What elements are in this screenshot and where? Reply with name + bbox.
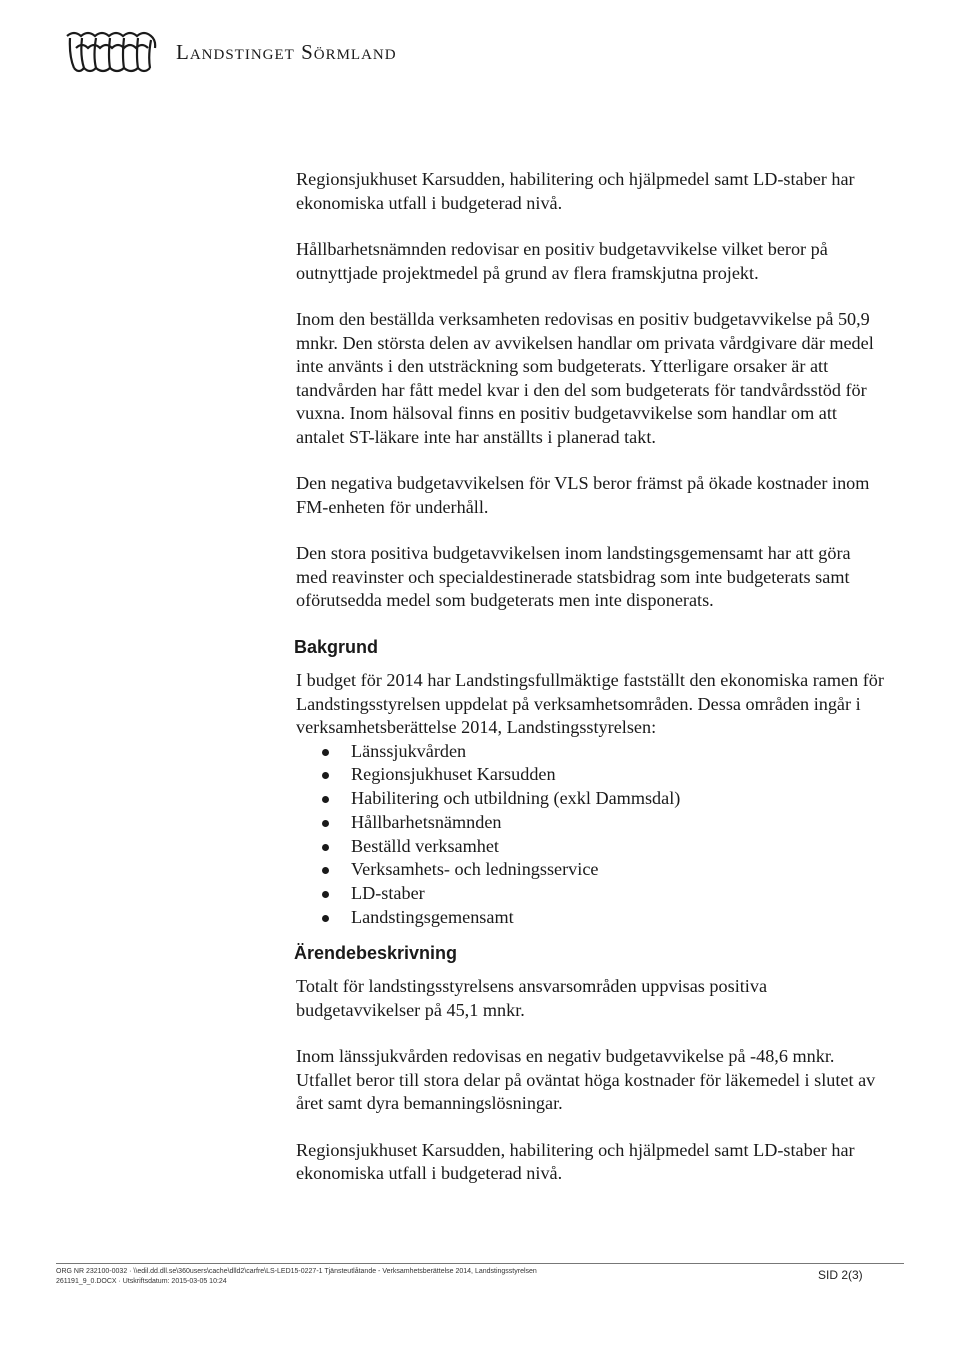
footer-line-2: 261191_9_0.DOCX · Utskriftsdatum: 2015-03-05 10:24 — [56, 1278, 227, 1285]
list-item: Verksamhets- och ledningsservice — [351, 858, 886, 882]
list-item: Länssjukvården — [351, 740, 886, 764]
paragraph-bestalld-verksamhet: Inom den beställda verksamheten redovisas en positiv budgetavvikelse på 50,9 mnkr. Den största delen av avvikelsen handlar om privata vårdgivare där medel inte använts i den utsträckning som budgeterats. Ytterligare orsaker är att tandvården har fått medel kvar i den del som budgeterats för tandvårdsstöd för vuxna. Inom hälsoval finns en positiv budgetavvikelse som handlar om att antalet ST-läkare inte har anställts i planerad takt. — [296, 309, 874, 447]
footer-metadata — [56, 1267, 537, 1287]
list-item: Beställd verksamhet — [351, 835, 886, 859]
verksamhetsomraden-list — [296, 740, 886, 930]
heading-arendebeskrivning: Ärendebeskrivning — [294, 942, 458, 963]
list-item: Regionsjukhuset Karsudden — [351, 763, 886, 787]
page-number: SID 2(3) — [818, 1268, 863, 1282]
paragraph-landstingsgemensamt: Den stora positiva budgetavvikelsen inom landstingsgemensamt har att göra med reavinster och specialdestinerade statsbidrag som inte budgeterats samt oförutsedda medel som budgeterats men inte disponerats. — [296, 543, 851, 610]
list-item: Habilitering och utbildning (exkl Dammsdal) — [351, 787, 886, 811]
paragraph-karsudden-summary: Regionsjukhuset Karsudden, habilitering och hjälpmedel samt LD-staber har ekonomiska utfall i budgeterad nivå. — [296, 169, 855, 213]
paragraph-hallbarhet: Hållbarhetsnämnden redovisar en positiv budgetavvikelse vilket beror på outnyttjade projektmedel på grund av flera framskjutna projekt. — [296, 239, 828, 283]
paragraph-budget-2014: I budget för 2014 har Landstingsfullmäktige fastställt den ekonomiska ramen för Landstingsstyrelsen uppdelat på verksamhetsområden. Dessa områden ingår i verksamhetsberättelse 2014, Landstingsstyrelsen: — [296, 670, 884, 737]
paragraph-totalt: Totalt för landstingsstyrelsens ansvarsområden uppvisas positiva budgetavvikelser på 45,1 mnkr. — [296, 976, 768, 1020]
paragraph-vls: Den negativa budgetavvikelsen för VLS beror främst på ökade kostnader inom FM-enheten för underhåll. — [296, 473, 870, 517]
list-item: LD-staber — [351, 882, 886, 906]
heading-bakgrund: Bakgrund — [294, 636, 379, 657]
footer-divider — [56, 1263, 904, 1264]
paragraph-karsudden-repeat: Regionsjukhuset Karsudden, habilitering och hjälpmedel samt LD-staber har ekonomiska utfall i budgeterad nivå. — [296, 1139, 855, 1184]
list-item: Hållbarhetsnämnden — [351, 811, 886, 835]
document-body — [296, 168, 886, 1209]
footer-line-1: ORG NR 232100-0032 · \\edil.dd.dll.se\360users\cache\dlld2\carfre\LS-LED15-0227-1 Tjänsteutlåtande - Verksamhetsberättelse 2014, Landstingsstyrelsen — [56, 1268, 537, 1275]
organization-name: Landstinget Sörmland — [176, 40, 397, 64]
paragraph-lanssjukvarden: Inom länssjukvården redovisas en negativ budgetavvikelse på -48,6 mnkr. Utfallet beror till stora delar på oväntat höga kostnader för läkemedel i slutet av året samt dyra bemanningslösningar. — [296, 1046, 876, 1114]
list-item: Landstingsgemensamt — [351, 906, 886, 930]
crown-logo-icon — [62, 26, 162, 78]
